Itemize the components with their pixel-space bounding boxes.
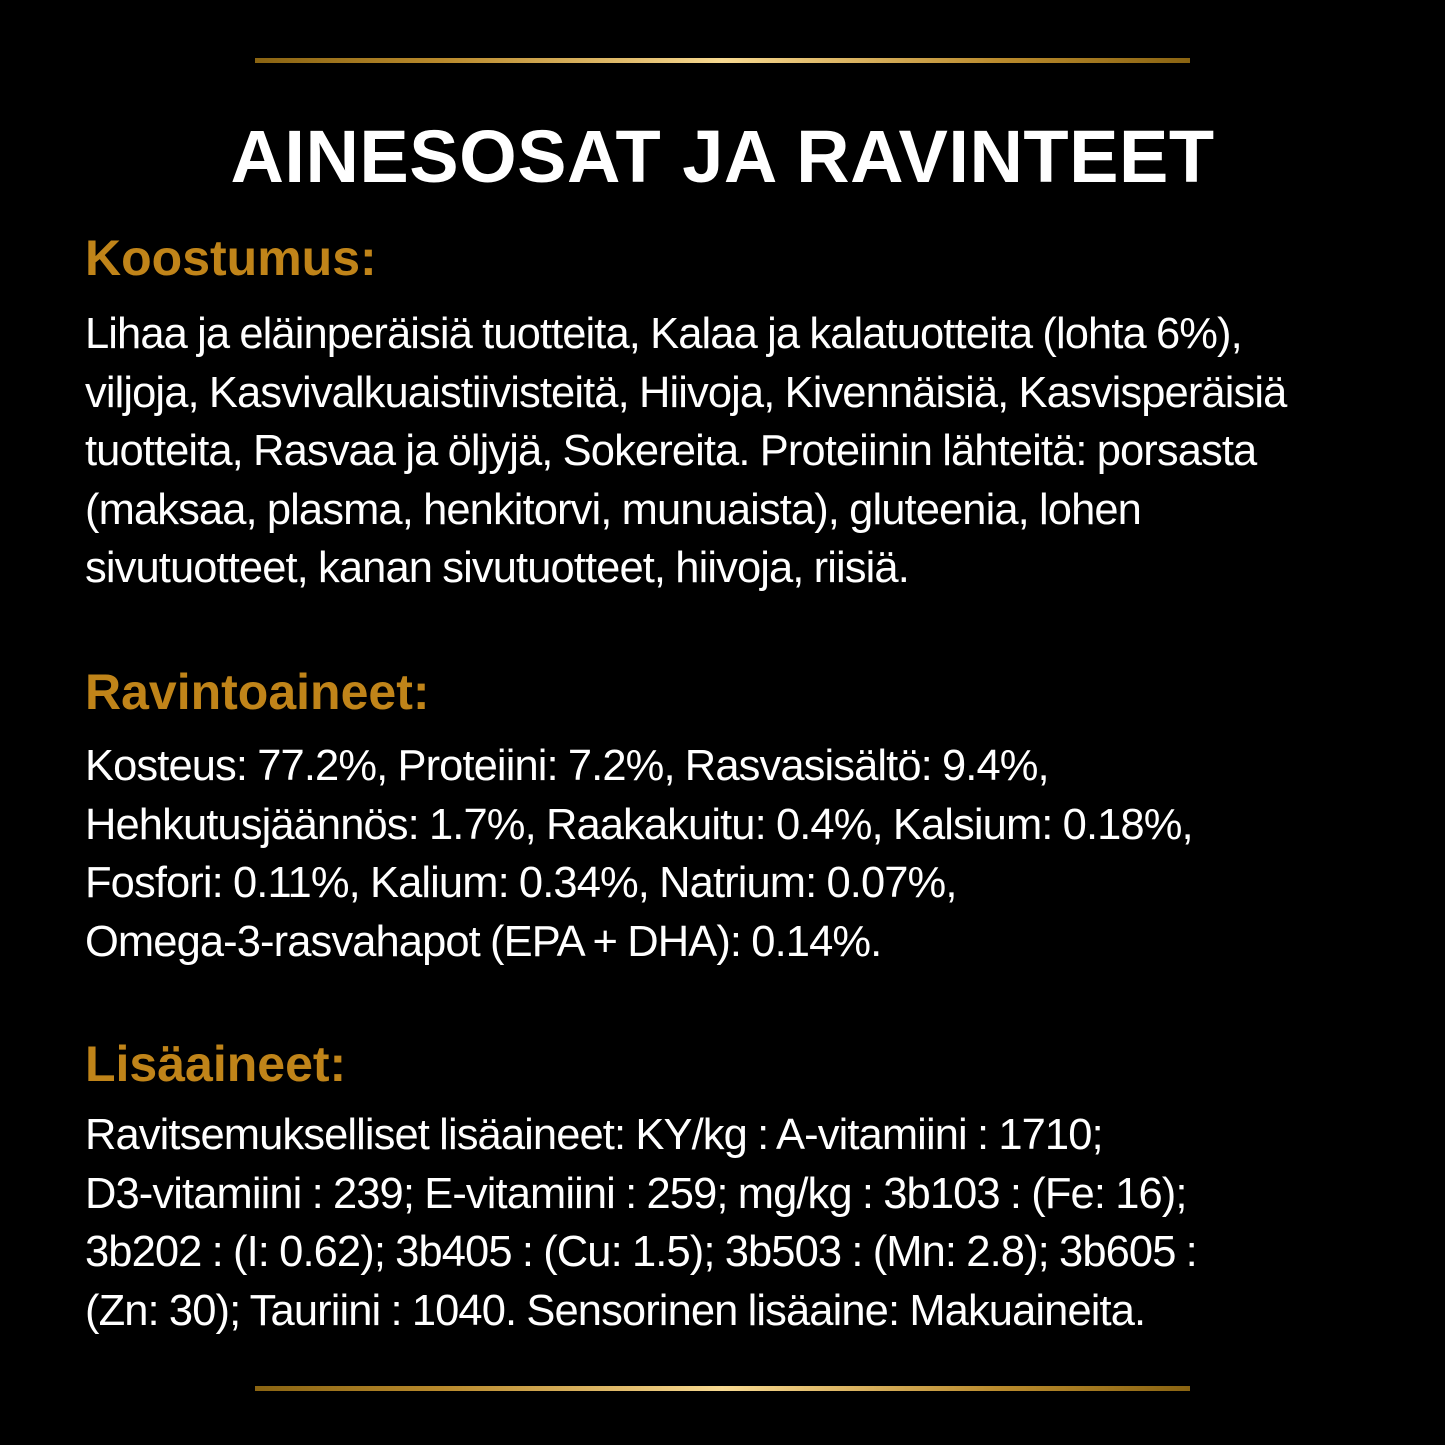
nutrient-line: Hehkutusjäännös: 1.7%, Raakakuitu: 0.4%, Kalsium: 0.18%, (85, 800, 1193, 849)
section-heading-ravintoaineet: Ravintoaineet: (85, 664, 430, 720)
bottom-gold-divider (255, 1386, 1190, 1391)
nutrient-line: Omega-3-rasvahapot (EPA + DHA): 0.14%. (85, 917, 882, 966)
composition-line: tuotteita, Rasvaa ja öljyjä, Sokereita. Proteiinin lähteitä: porsasta (85, 427, 1257, 476)
composition-line: Lihaa ja eläinperäisiä tuotteita, Kalaa ja kalatuotteita (lohta 6%), (85, 310, 1242, 358)
section-body-ravintoaineet (85, 737, 1385, 971)
page-title: AINESOSAT JA RAVINTEET (230, 115, 1215, 198)
additive-line: (Zn: 30); Tauriini : 1040. Sensorinen lisäaine: Makuaineita. (85, 1286, 1146, 1335)
nutrient-line: Kosteus: 77.2%, Proteiini: 7.2%, Rasvasisältö: 9.4%, (85, 742, 1049, 790)
top-gold-divider (255, 58, 1190, 63)
nutrient-line: Fosfori: 0.11%, Kalium: 0.34%, Natrium: 0.07%, (85, 859, 957, 908)
additive-line: Ravitsemukselliset lisäaineet: KY/kg : A-vitamiini : 1710; (85, 1111, 1103, 1159)
section-body-lisaaineet (85, 1106, 1385, 1340)
composition-line: sivutuotteet, kanan sivutuotteet, hiivoja, riisiä. (85, 544, 909, 593)
additive-line: 3b202 : (I: 0.62); 3b405 : (Cu: 1.5); 3b503 : (Mn: 2.8); 3b605 : (85, 1228, 1197, 1277)
section-body-koostumus (85, 305, 1385, 598)
additive-line: D3-vitamiini : 239; E-vitamiini : 259; mg/kg : 3b103 : (Fe: 16); (85, 1169, 1187, 1218)
section-heading-lisaaineet: Lisäaineet: (85, 1036, 347, 1092)
composition-line: (maksaa, plasma, henkitorvi, munuaista), gluteenia, lohen (85, 485, 1141, 534)
section-heading-koostumus: Koostumus: (85, 230, 377, 286)
composition-line: viljoja, Kasvivalkuaistiivisteitä, Hiivoja, Kivennäisiä, Kasvisperäisiä (85, 368, 1287, 417)
